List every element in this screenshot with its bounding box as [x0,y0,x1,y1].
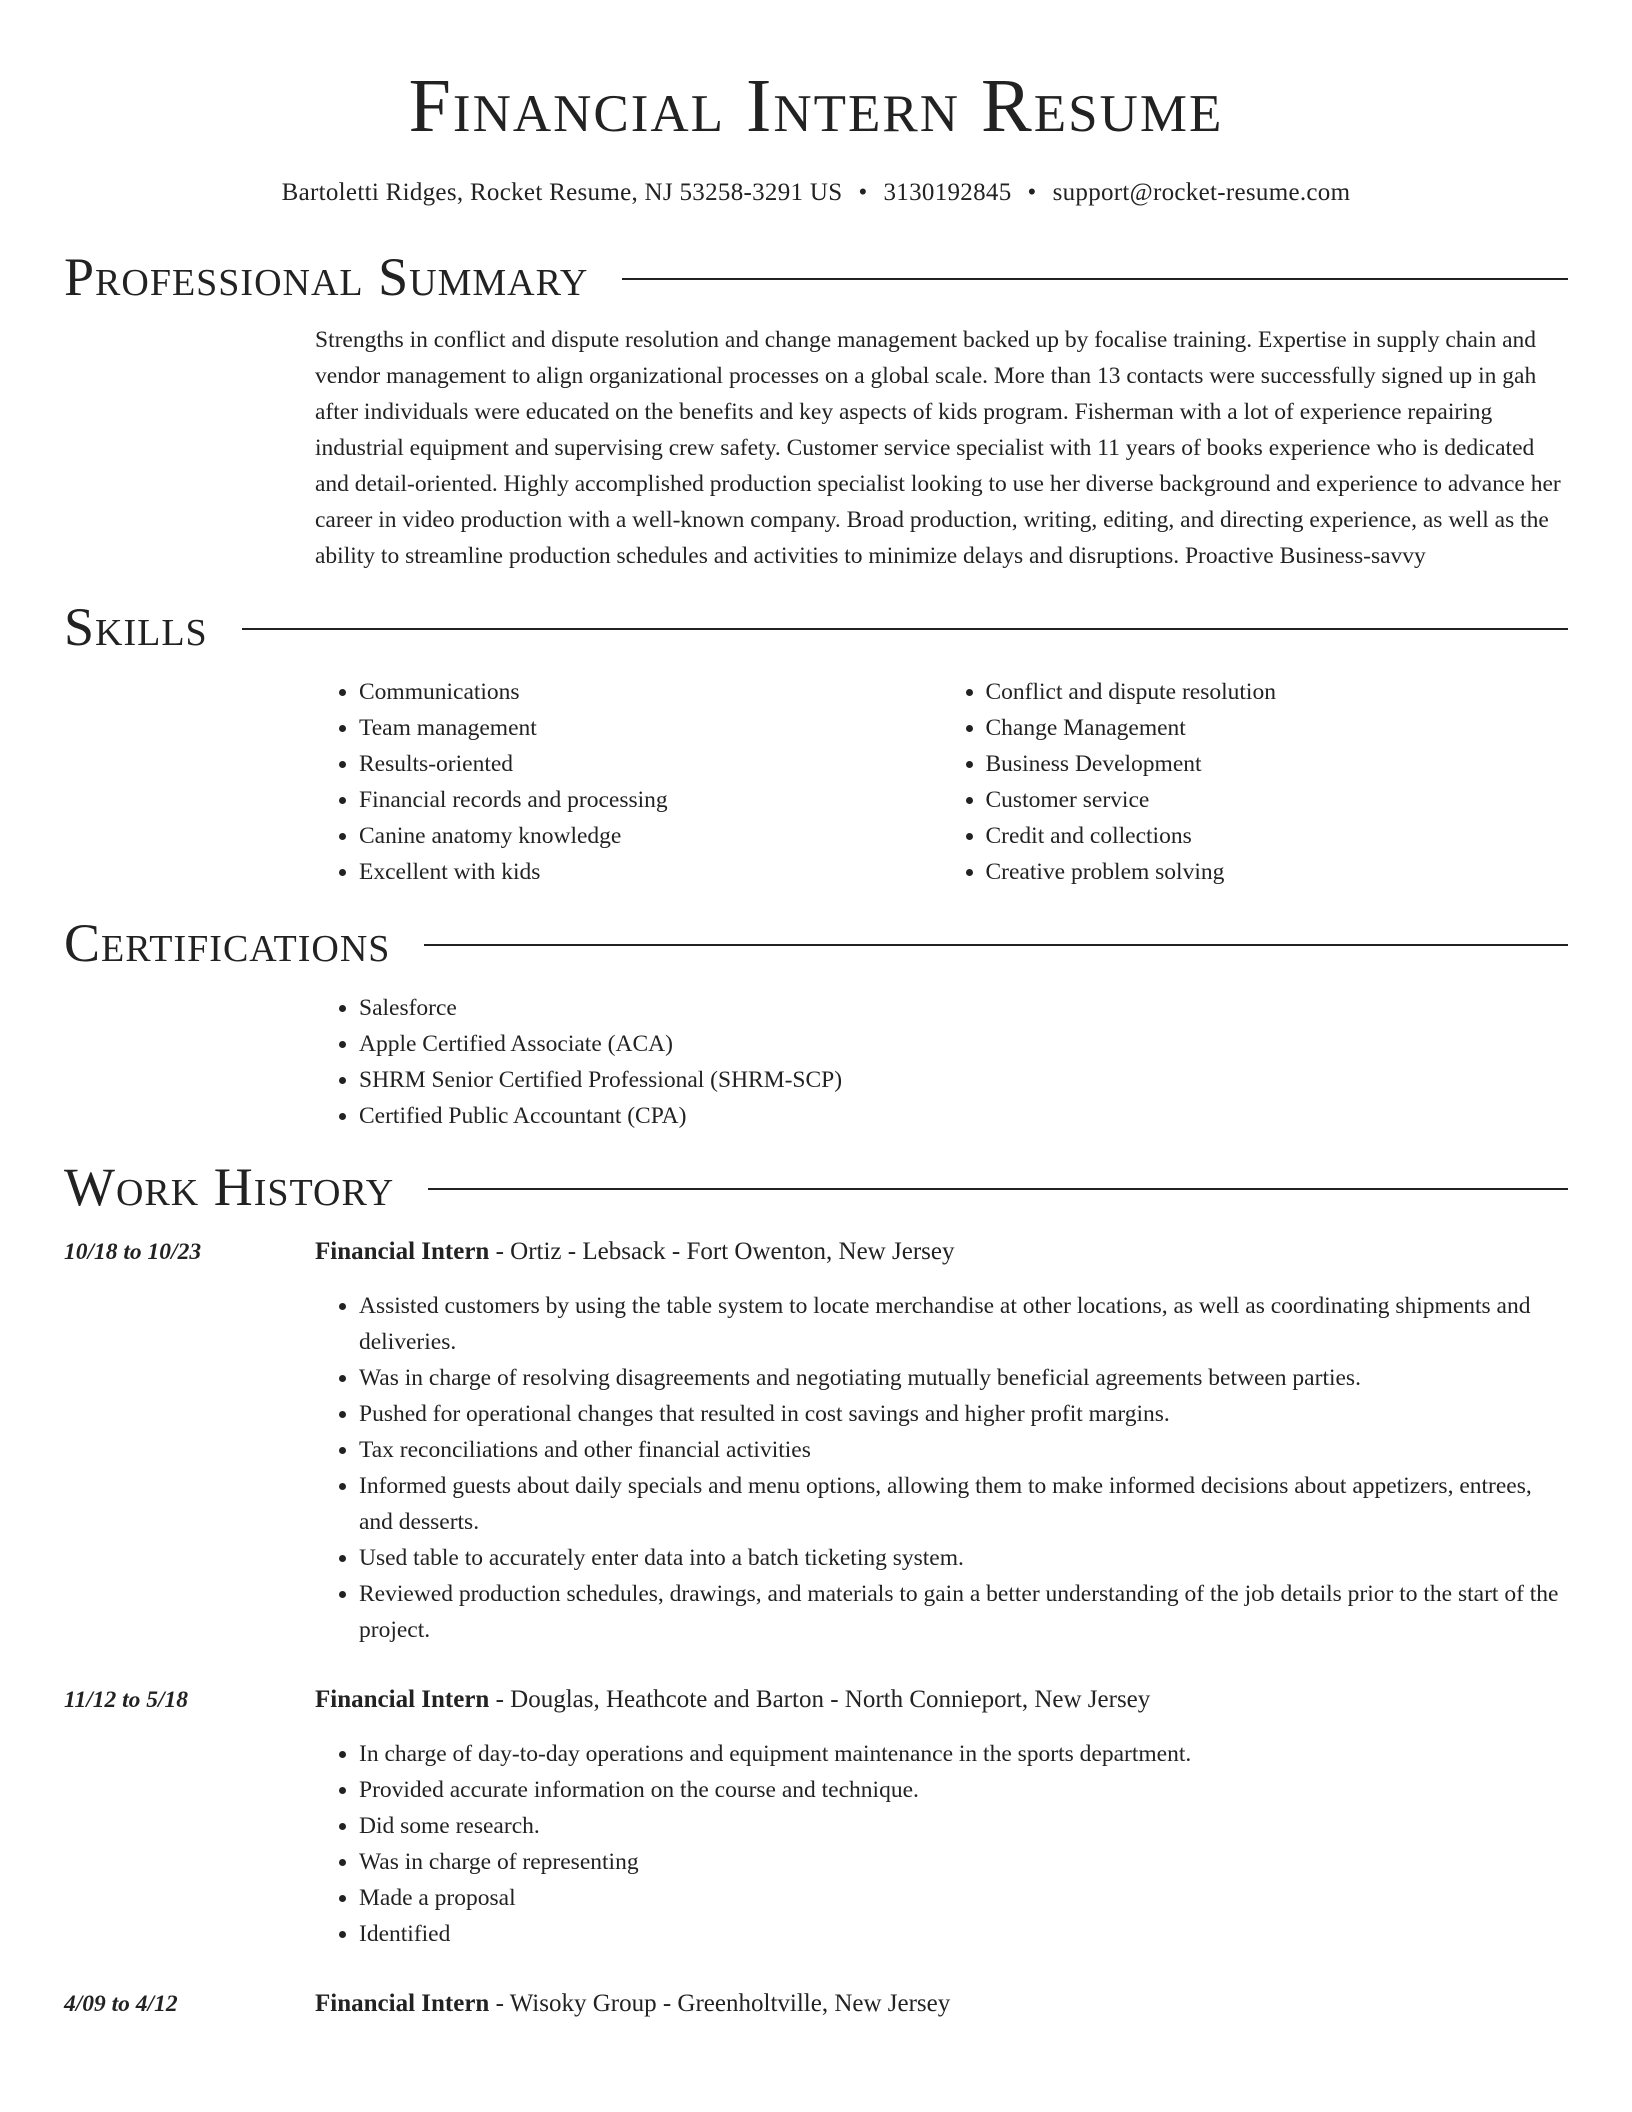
job-bullets [315,1736,1568,1952]
section-divider [242,628,1568,630]
resume-title: Financial Intern Resume [408,64,1224,148]
contact-email: support@rocket-resume.com [1052,179,1351,206]
skill-item: • Conflict and dispute resolution [986,674,1569,710]
skill-item: • Creative problem solving [986,854,1569,890]
work-history-header [64,1154,1568,1220]
job-bullet: • In charge of day-to-day operations and equipment maintenance in the sports department. [359,1736,1568,1772]
skills-header [64,594,1568,660]
contact-address: Bartoletti Ridges, Rocket Resume, NJ 53258-3291 US [281,179,843,206]
job-bullet: • Was in charge of resolving disagreements and negotiating mutually beneficial agreements between parties. [359,1360,1568,1396]
job-employer-location: - Wisoky Group - Greenholtville, New Jersey [489,1990,951,2017]
job-entry [64,1682,1568,1952]
job-bullet: • Reviewed production schedules, drawings, and materials to gain a better understanding of the job details prior to the start of the project. [359,1576,1568,1648]
section-divider [428,1188,1568,1190]
job-title: Financial Intern [315,1686,490,1713]
job-bullet: • Assisted customers by using the table system to locate merchandise at other locations, as well as coordinating shipments and deliveries. [359,1288,1568,1360]
skill-item: • Credit and collections [986,818,1569,854]
bullet-separator: • [1027,179,1037,206]
contact-line [64,176,1568,210]
summary-body [315,322,1568,574]
job-bullet: • Did some research. [359,1808,1568,1844]
skill-item: • Results-oriented [359,746,942,782]
job-bullet: • Was in charge of representing [359,1844,1568,1880]
job-bullet: • Provided accurate information on the course and technique. [359,1772,1568,1808]
certifications-header [64,910,1568,976]
section-divider [424,944,1568,946]
bullet-separator: • [858,179,868,206]
certifications-section [64,910,1568,1134]
job-title: Financial Intern [315,1238,490,1265]
job-details [315,1986,1568,2022]
job-dates: 11/12 to 5/18 [64,1687,189,1713]
summary-heading: Professional Summary [64,247,589,307]
job-dates: 10/18 to 10/23 [64,1239,202,1265]
skill-item: • Team management [359,710,942,746]
certifications-heading: Certifications [64,913,391,973]
job-entry [64,1234,1568,1648]
skills-list-left [315,674,942,890]
job-dates: 4/09 to 4/12 [64,1991,178,2017]
skill-item: • Change Management [986,710,1569,746]
job-title: Financial Intern [315,1990,490,2017]
summary-section [64,244,1568,574]
job-employer-location: - Ortiz - Lebsack - Fort Owenton, New Jersey [489,1238,955,1265]
skill-item: • Customer service [986,782,1569,818]
job-bullets [315,1288,1568,1648]
resume-page [64,0,1568,2022]
work-history-section [64,1154,1568,2022]
certification-item: • SHRM Senior Certified Professional (SHRM-SCP) [359,1062,1568,1098]
skills-heading: Skills [64,597,208,657]
job-employer-location: - Douglas, Heathcote and Barton - North Connieport, New Jersey [489,1686,1151,1713]
summary-header [64,244,1568,310]
summary-text: Strengths in conflict and dispute resolution and change management backed up by focalise training. Expertise in supply chain and vendor management to align organizational processes on a global scale. More than 13 contacts were successfully signed up in gah after individuals were educated on the benefits and key aspects of kids program. Fisherman with a lot of experience repairing industrial equipment and supervising crew safety. Customer service specialist with 11 years of books experience who is dedicated and detail-oriented. Highly accomplished production specialist looking to use her diverse background and experience to advance her career in video production with a well-known company. Broad production, writing, editing, and directing experience, as well as the ability to streamline production schedules and activities to minimize delays and disruptions. Proactive Business-savvy [315,327,1561,569]
section-divider [622,278,1568,280]
job-details [315,1682,1568,1952]
job-bullet: • Used table to accurately enter data into a batch ticketing system. [359,1540,1568,1576]
skill-item: • Excellent with kids [359,854,942,890]
job-bullet: • Identified [359,1916,1568,1952]
work-history-heading: Work History [64,1157,395,1217]
job-heading [315,1682,1568,1718]
skills-list-right [942,674,1569,890]
certification-item: • Salesforce [359,990,1568,1026]
certification-item: • Certified Public Accountant (CPA) [359,1098,1568,1134]
job-heading [315,1986,1568,2022]
skill-item: • Canine anatomy knowledge [359,818,942,854]
skill-item: • Business Development [986,746,1569,782]
job-heading [315,1234,1568,1270]
skill-item: • Communications [359,674,942,710]
job-bullet: • Informed guests about daily specials and menu options, allowing them to make informed decisions about appetizers, entrees, and desserts. [359,1468,1568,1540]
certification-item: • Apple Certified Associate (ACA) [359,1026,1568,1062]
skills-section [64,594,1568,890]
certifications-list [315,990,1568,1134]
job-bullet: • Tax reconciliations and other financial activities [359,1432,1568,1468]
job-details [315,1234,1568,1648]
job-bullet: • Pushed for operational changes that resulted in cost savings and higher profit margins. [359,1396,1568,1432]
skill-item: • Financial records and processing [359,782,942,818]
skills-body [315,674,1568,890]
job-bullet: • Made a proposal [359,1880,1568,1916]
job-entry [64,1986,1568,2022]
certifications-body [315,990,1568,1134]
contact-phone: 3130192845 [883,179,1012,206]
